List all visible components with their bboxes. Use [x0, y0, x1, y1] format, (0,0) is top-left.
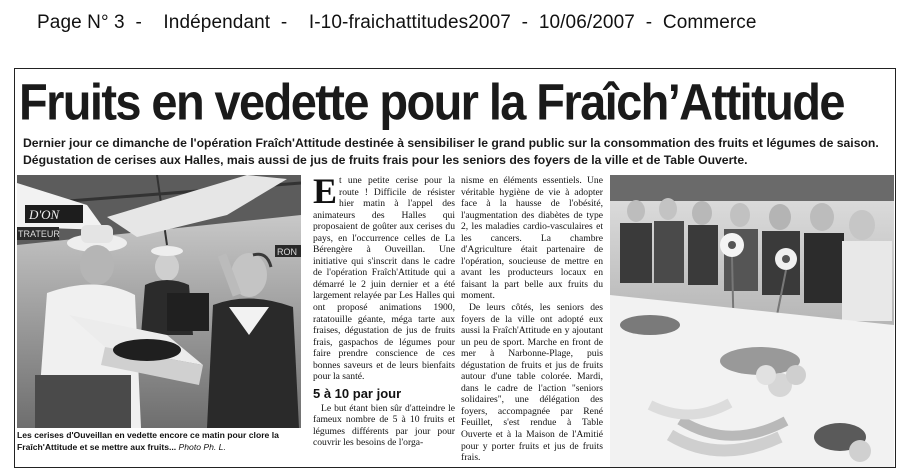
column-1-paragraph-2: Le but étant bien sûr d'atteindre le fameux nombre de 5 à 10 fruits et légumes différents par jour pour couvrir les besoins de l'orga-	[313, 402, 455, 449]
article-column-2	[461, 175, 603, 467]
article-subheading: 5 à 10 par jour	[313, 385, 402, 401]
photo-credit: Photo Ph. L.	[178, 441, 226, 452]
column-2-paragraph-2: De leurs côtés, les seniors des foyers de la ville ont adopté eux aussi la Fraîch'Attitude en y ajoutant un peu de sport. Marche en front de mer à Narbonne-Plage, puis dégustation de fruits et jus de fruits autour d'une table colorée. Mardi, dans le cadre de l'action "seniors solidaires", une délégation des foyers, accompagnée par René Feuillet, s'est rendue à Table Ouverte et à la Maison de l'Amitié pour y porter fruits et jus de fruits frais.	[461, 302, 603, 464]
newspaper-clipping	[14, 68, 896, 468]
sign-text-1: D'ON	[29, 207, 60, 222]
drop-cap: E	[313, 175, 338, 211]
page-header: Page N° 3 - Indépendant - I-10-fraichattitudes2007 - 10/06/2007 - Commerce	[37, 12, 757, 33]
sign-text-2: TRATEUR	[18, 229, 60, 239]
photo-caption	[17, 430, 307, 466]
column-2-paragraph-1: nisme en éléments essentiels. Une véritable hygiène de vie à adopter face à la hausse de l'obésité, l'augmentation des diabètes de type 2, les maladies cardio-vasculaires et les cancers. La chambre d'Agriculture était partenaire de l'opération, soucieuse de mettre en avant les producteurs locaux en faisant la part belle aux fruits du moment.	[461, 175, 603, 302]
photo-seniors-table	[610, 175, 894, 467]
article-lead	[23, 135, 891, 171]
column-1-paragraph-1: t une petite cerise pour la route ! Difficile de résister hier matin à l'appel des animateurs des Halles qui proposaient de goûter aux cerises du pays, en l'occurrence celles de La Bérengère à Ouveillan. Une initiative qui s'inscrit dans le cadre de l'opération Fraîch'Attitude qui a démarré le 2 juin dernier et a été largement relayée par Les Halles qui ont proposé animations 1900, ratatouille géante, méga tarte aux fraises, dégustation de jus de fruits frais, gaspachos de légumes pour faire prendre conscience de ces bonnes saveurs et de leurs bienfaits pour la santé.	[313, 175, 455, 383]
photo-caption-text: Les cerises d'Ouveillan en vedette encore ce matin pour clore la Fraîch'Attitude et se mettre aux fruits...	[17, 430, 279, 452]
photo-cherry-tasting	[17, 175, 301, 428]
article-headline: Fruits en vedette pour la Fraîch’Attitude	[19, 73, 844, 131]
sign-text-3: RON	[277, 247, 297, 257]
photo-seniors-table-image	[610, 175, 894, 467]
photo-cherry-tasting-image	[17, 175, 301, 428]
lead-line-1: Dernier jour ce dimanche de l'opération Fraîch'Attitude destinée à sensibiliser le grand public sur la consommation des fruits et légumes de saison.	[23, 136, 879, 150]
lead-line-2: Dégustation de cerises aux Halles, mais aussi de jus de fruits frais pour les seniors des foyers de la ville et de Table Ouverte.	[23, 153, 748, 167]
article-column-1	[313, 175, 455, 467]
